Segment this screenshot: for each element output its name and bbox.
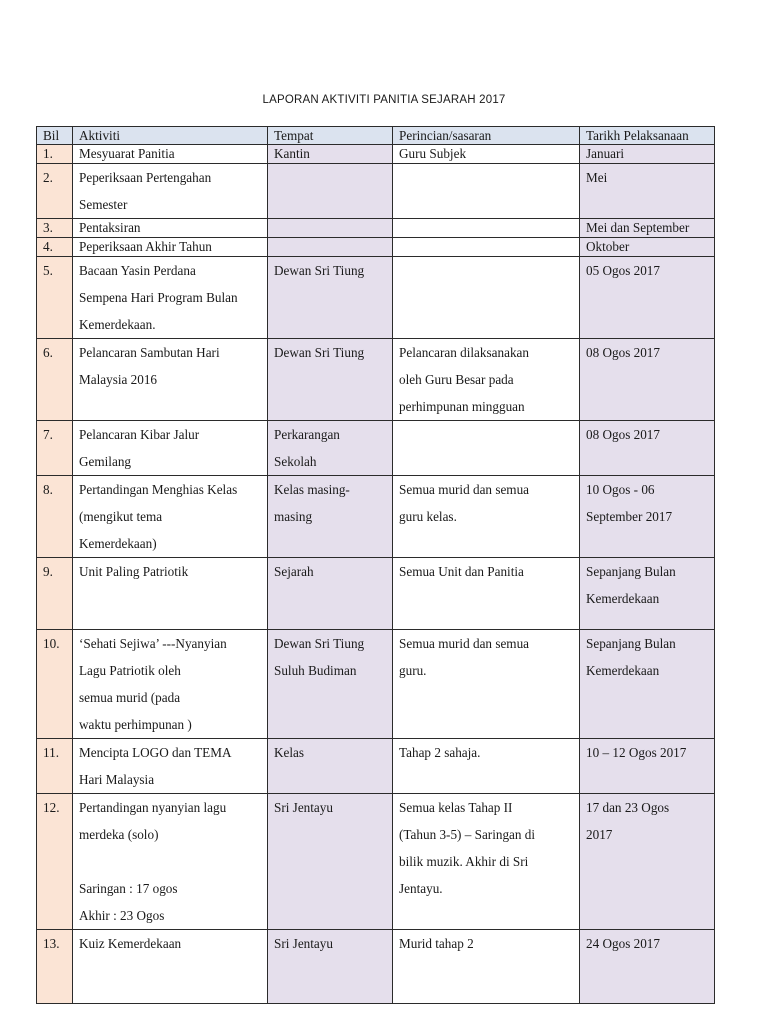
cell-tempat <box>268 145 393 164</box>
cell-tempat <box>268 476 393 558</box>
tarikh-line: 08 Ogos 2017 <box>586 345 660 360</box>
cell-bil: 11. <box>37 739 73 794</box>
tarikh-line: September 2017 <box>586 509 673 524</box>
cell-tempat <box>268 238 393 257</box>
aktiviti-line: Akhir : 23 Ogos <box>79 908 165 923</box>
cell-perincian <box>393 164 580 219</box>
cell-bil: 9. <box>37 558 73 630</box>
aktiviti-line <box>79 630 261 657</box>
tempat-line: Dewan Sri Tiung <box>274 345 365 360</box>
cell-aktiviti <box>73 476 268 558</box>
cell-aktiviti <box>73 421 268 476</box>
header-bil: Bil <box>37 127 73 145</box>
aktiviti-line: Mesyuarat Panitia <box>79 146 175 161</box>
perincian-line: Tahap 2 sahaja. <box>399 745 481 760</box>
cell-tempat <box>268 558 393 630</box>
aktiviti-line: Mencipta LOGO dan TEMA <box>79 745 232 760</box>
cell-bil: 12. <box>37 794 73 930</box>
perincian-line: Guru Subjek <box>399 146 467 161</box>
cell-perincian <box>393 421 580 476</box>
aktiviti-line: semua murid (pada <box>79 690 181 705</box>
cell-bil: 13. <box>37 930 73 1004</box>
cell-tempat <box>268 630 393 739</box>
cell-perincian <box>393 794 580 930</box>
tarikh-line: Mei dan September <box>586 220 690 235</box>
header-tarikh: Tarikh Pelaksanaan <box>580 127 715 145</box>
table-row <box>37 794 715 930</box>
cell-tempat <box>268 257 393 339</box>
table-row <box>37 739 715 794</box>
table-row <box>37 257 715 339</box>
table-header-row <box>37 127 715 145</box>
perincian-line: Pelancaran dilaksanakan <box>399 345 529 360</box>
tarikh-line: Mei <box>586 170 608 185</box>
tarikh-line: Sepanjang Bulan <box>586 636 676 651</box>
cell-perincian <box>393 257 580 339</box>
cell-perincian <box>393 339 580 421</box>
perincian-line: Murid tahap 2 <box>399 936 474 951</box>
table-row <box>37 164 715 219</box>
cell-perincian <box>393 739 580 794</box>
table-row <box>37 219 715 238</box>
cell-aktiviti <box>73 630 268 739</box>
tarikh-line: 2017 <box>586 827 613 842</box>
cell-perincian <box>393 930 580 1004</box>
cell-tarikh <box>580 630 715 739</box>
aktiviti-line: Kuiz Kemerdekaan <box>79 936 182 951</box>
aktiviti-line: Sempena Hari Program Bulan <box>79 290 238 305</box>
perincian-line: Semua kelas Tahap II <box>399 800 513 815</box>
aktiviti-line <box>79 848 261 875</box>
aktiviti-line: Unit Paling Patriotik <box>79 564 189 579</box>
aktiviti-line: Pentaksiran <box>79 220 141 235</box>
tarikh-line: 24 Ogos 2017 <box>586 936 660 951</box>
table-row <box>37 558 715 630</box>
aktiviti-line: waktu perhimpunan ) <box>79 717 192 732</box>
table-row <box>37 145 715 164</box>
tarikh-line: Oktober <box>586 239 630 254</box>
cell-bil: 4. <box>37 238 73 257</box>
perincian-line: guru. <box>399 663 427 678</box>
cell-perincian <box>393 145 580 164</box>
cell-tarikh <box>580 421 715 476</box>
cell-aktiviti <box>73 739 268 794</box>
aktiviti-line: Lagu Patriotik oleh <box>79 663 181 678</box>
aktiviti-line: Pelancaran Sambutan Hari <box>79 345 220 360</box>
aktiviti-line: Gemilang <box>79 454 132 469</box>
cell-tarikh <box>580 164 715 219</box>
cell-tarikh <box>580 476 715 558</box>
aktiviti-line: Malaysia 2016 <box>79 372 158 387</box>
perincian-line: oleh Guru Besar pada <box>399 372 514 387</box>
cell-aktiviti <box>73 219 268 238</box>
table-row <box>37 238 715 257</box>
cell-tempat <box>268 794 393 930</box>
cell-perincian <box>393 630 580 739</box>
perincian-line: Jentayu. <box>399 881 443 896</box>
cell-aktiviti <box>73 930 268 1004</box>
aktiviti-text: ‘Sehati Sejiwa’ ---Nyanyian <box>79 636 227 651</box>
aktiviti-line: Hari Malaysia <box>79 772 155 787</box>
tarikh-line: 10 Ogos - 06 <box>586 482 655 497</box>
cell-tempat <box>268 421 393 476</box>
tempat-line: Sri Jentayu <box>274 936 333 951</box>
aktiviti-line: Kemerdekaan) <box>79 536 157 551</box>
cell-tarikh <box>580 739 715 794</box>
tempat-line: Kantin <box>274 146 310 161</box>
aktiviti-line: (mengikut tema <box>79 509 163 524</box>
aktiviti-line: Pelancaran Kibar Jalur <box>79 427 200 442</box>
tempat-line: Dewan Sri Tiung <box>274 636 365 651</box>
aktiviti-line: Pertandingan nyanyian lagu <box>79 800 227 815</box>
tempat-line: Kelas masing- <box>274 482 350 497</box>
cell-tarikh <box>580 339 715 421</box>
cell-bil: 1. <box>37 145 73 164</box>
tempat-line: Dewan Sri Tiung <box>274 263 365 278</box>
tarikh-line: Kemerdekaan <box>586 591 660 606</box>
aktiviti-line: merdeka (solo) <box>79 827 159 842</box>
aktiviti-line: Bacaan Yasin Perdana <box>79 263 196 278</box>
cell-tarikh <box>580 219 715 238</box>
tempat-line: Sri Jentayu <box>274 800 333 815</box>
table-row <box>37 339 715 421</box>
cell-bil: 3. <box>37 219 73 238</box>
table-row <box>37 421 715 476</box>
perincian-line: perhimpunan mingguan <box>399 399 525 414</box>
perincian-line: (Tahun 3-5) – Saringan di <box>399 827 536 842</box>
table-row <box>37 476 715 558</box>
cell-aktiviti <box>73 558 268 630</box>
table-row <box>37 630 715 739</box>
cell-aktiviti <box>73 238 268 257</box>
page-title: LAPORAN AKTIVITI PANITIA SEJARAH 2017 <box>262 94 506 106</box>
tarikh-line: 05 Ogos 2017 <box>586 263 660 278</box>
cell-aktiviti <box>73 164 268 219</box>
table-row <box>37 930 715 1004</box>
cell-tarikh <box>580 145 715 164</box>
cell-tempat <box>268 739 393 794</box>
cell-perincian <box>393 558 580 630</box>
tempat-line: Perkarangan <box>274 427 340 442</box>
activity-table <box>36 126 715 1004</box>
cell-bil: 7. <box>37 421 73 476</box>
tarikh-line: Januari <box>586 146 625 161</box>
tarikh-line: Kemerdekaan <box>586 663 660 678</box>
header-aktiviti: Aktiviti <box>73 127 268 145</box>
cell-tempat <box>268 339 393 421</box>
aktiviti-line: Kemerdekaan. <box>79 317 156 332</box>
tempat-line: Suluh Budiman <box>274 663 357 678</box>
perincian-line: Semua Unit dan Panitia <box>399 564 524 579</box>
cell-perincian <box>393 238 580 257</box>
header-perincian: Perincian/sasaran <box>393 127 580 145</box>
tempat-line: masing <box>274 509 313 524</box>
perincian-line: guru kelas. <box>399 509 457 524</box>
cell-perincian <box>393 219 580 238</box>
aktiviti-line: Pertandingan Menghias Kelas <box>79 482 238 497</box>
cell-aktiviti <box>73 145 268 164</box>
tempat-line: Sekolah <box>274 454 317 469</box>
cell-perincian <box>393 476 580 558</box>
cell-bil: 5. <box>37 257 73 339</box>
cell-tempat <box>268 219 393 238</box>
aktiviti-line: Peperiksaan Pertengahan <box>79 170 212 185</box>
perincian-line: Semua murid dan semua <box>399 482 530 497</box>
cell-bil: 2. <box>37 164 73 219</box>
cell-bil: 10. <box>37 630 73 739</box>
perincian-line: bilik muzik. Akhir di Sri <box>399 854 529 869</box>
cell-aktiviti <box>73 257 268 339</box>
cell-tarikh <box>580 794 715 930</box>
cell-tarikh <box>580 257 715 339</box>
cell-tarikh <box>580 238 715 257</box>
header-tempat: Tempat <box>268 127 393 145</box>
perincian-line: Semua murid dan semua <box>399 636 530 651</box>
tarikh-line: 10 – 12 Ogos 2017 <box>586 745 687 760</box>
cell-tempat <box>268 164 393 219</box>
aktiviti-line: Semester <box>79 197 128 212</box>
tempat-line: Kelas <box>274 745 305 760</box>
cell-tarikh <box>580 930 715 1004</box>
tarikh-line: 17 dan 23 Ogos <box>586 800 670 815</box>
aktiviti-line: Saringan : 17 ogos <box>79 881 178 896</box>
cell-tempat <box>268 930 393 1004</box>
tempat-line: Sejarah <box>274 564 314 579</box>
tarikh-line: 08 Ogos 2017 <box>586 427 660 442</box>
cell-aktiviti <box>73 339 268 421</box>
cell-tarikh <box>580 558 715 630</box>
cell-bil: 8. <box>37 476 73 558</box>
cell-bil: 6. <box>37 339 73 421</box>
cell-aktiviti <box>73 794 268 930</box>
aktiviti-line: Peperiksaan Akhir Tahun <box>79 239 212 254</box>
tarikh-line: Sepanjang Bulan <box>586 564 676 579</box>
